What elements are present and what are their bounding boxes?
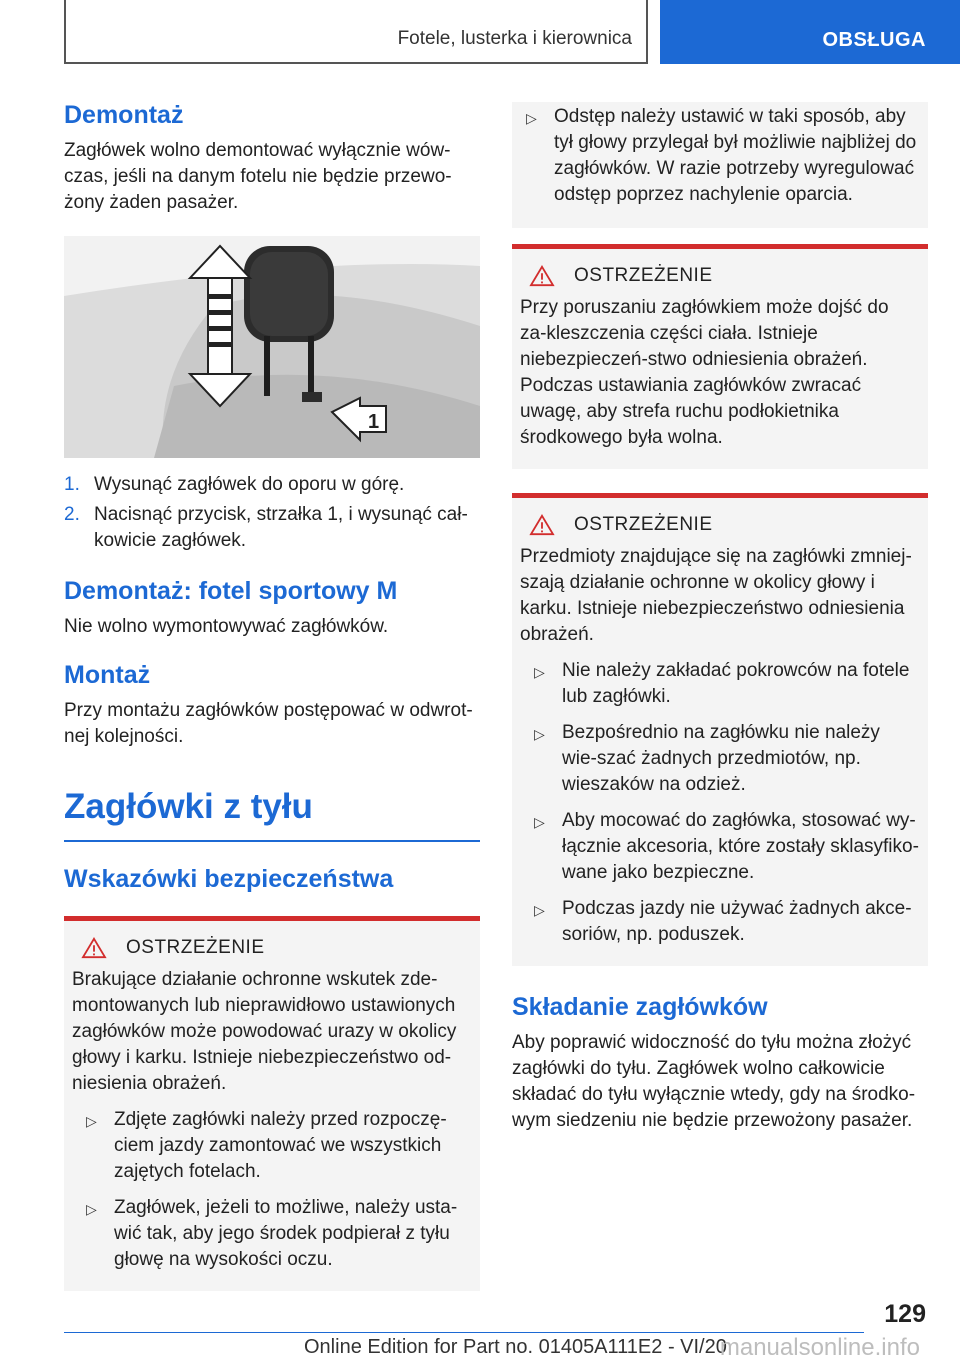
safety-heading: Wskazówki bezpieczeństwa [64,865,394,893]
warning-triangle-icon [528,265,556,287]
folding-heading: Składanie zagłówków [512,993,768,1021]
list-item: ▷ Odstęp należy ustawić w taki sposób, aby tył głowy przylegał był możliwie najbliżej do zagłówków. W razie potrzeby wyregulować odstęp poprzez nachylenie oparcia. [526,106,917,205]
triangle-bullet-icon: ▷ [534,664,545,680]
warning-box-right-2 [512,493,928,966]
list-item: ▷ Zagłówek, jeżeli to możliwe, należy usta-wić tak, aby jego środek podpierał z tyłu głowę na wysokości oczu. [86,1197,458,1270]
list-item: ▷ Aby mocować do zagłówka, stosować wy-łącznie akcesoria, które zostały sklasyfiko-wane jako bezpieczne. [534,810,919,883]
warning-list [520,658,920,948]
warning-triangle-icon [528,514,556,536]
continued-list [512,102,920,208]
warning-text: Brakujące działanie ochronne wskutek zde-montowanych lub nieprawidłowo ustawionych zagłówków może powodować urazy w okolicy głowy i karku. Istnieje niebezpieczeństwo od-niesienia obrażeń. [72,969,457,1094]
headrest-illustration [64,236,480,458]
step-number: 2. [64,504,80,525]
section-title: Fotele, lusterka i kierownica [397,28,632,49]
list-item: ▷ Bezpośrednio na zagłówku nie należy wie-szać żadnych przedmiotów, np. wieszaków na odzież. [534,722,880,795]
warning-title [520,514,920,536]
montaz-heading: Montaż [64,661,151,689]
rear-headrests-heading: Zagłówki z tyłu [64,787,313,826]
demontaz-heading: Demontaż [64,101,184,129]
continued-box [512,102,928,228]
footer-edition: Online Edition for Part no. 01405A111E2 - VI/20 [304,1336,727,1358]
warning-box-right-1 [512,244,928,469]
right-column [512,102,928,1134]
demontaz-sport-text: Nie wolno wymontowywać zagłówków. [64,616,389,637]
step-text: Wysunąć zagłówek do oporu w górę. [94,474,405,495]
triangle-bullet-icon: ▷ [86,1201,97,1217]
step-text: Nacisnąć przycisk, strzałka 1, i wysunąć cał-kowicie zagłówek. [94,504,468,551]
demontaz-text: Zagłówek wolno demontować wyłącznie wów-czas, jeśli na danym fotelu nie będzie przewo-żony żaden pasażer. [64,140,452,213]
warning-list [72,1107,472,1273]
heading-rule [64,840,480,842]
warning-title [520,265,920,287]
list-item: ▷ Nie należy zakładać pokrowców na fotele lub zagłówki. [534,660,910,707]
figure-callout-1: 1 [368,411,380,433]
warning-triangle-icon [80,937,108,959]
step-number: 1. [64,474,80,495]
step-1 [64,472,480,498]
triangle-bullet-icon: ▷ [86,1113,97,1129]
header-chapter-tab [660,0,960,64]
header-section-title [64,0,648,64]
headrest-figure [64,236,480,458]
warning-label: OSTRZEŻENIE [574,514,713,535]
warning-text: Przy poruszaniu zagłówkiem może dojść do za-kleszczenia części ciała. Istnieje niebezpieczeń-stwo odniesienia obrażeń. Podczas ustawiania zagłówków zwracać uwagę, aby strefa ruchu podłokietnika środkowego była wolna. [520,297,889,448]
chapter-title: OBSŁUGA [822,29,926,51]
step-2 [64,502,480,554]
warning-label: OSTRZEŻENIE [126,937,265,958]
folding-text: Aby poprawić widoczność do tyłu można złożyć zagłówki do tyłu. Zagłówek wolno całkowicie składać do tyłu wyłącznie wtedy, gdy na środko-wym siedzeniu nie będzie przewożony pasażer. [512,1032,916,1131]
list-item: ▷ Podczas jazdy nie używać żadnych akce-soriów, np. poduszek. [534,898,912,945]
warning-box-left [64,916,480,1291]
triangle-bullet-icon: ▷ [534,814,545,830]
demontaz-sport-heading: Demontaż: fotel sportowy M [64,577,398,605]
footer-rule [64,1332,864,1333]
warning-text: Przedmioty znajdujące się na zagłówki zmniej-szają działanie ochronne w okolicy głowy i karku. Istnieje niebezpieczeństwo odniesienia obrażeń. [520,546,912,645]
watermark: manualsonline.info [719,1334,920,1361]
page-number: 129 [884,1300,926,1328]
list-item: ▷ Zdjęte zagłówki należy przed rozpoczę-ciem jazdy zamontować we wszystkich zajętych fotelach. [86,1109,447,1182]
triangle-bullet-icon: ▷ [526,110,537,126]
warning-title [72,937,472,959]
removal-steps [64,472,480,554]
left-column [64,100,480,1291]
warning-label: OSTRZEŻENIE [574,265,713,286]
triangle-bullet-icon: ▷ [534,902,545,918]
triangle-bullet-icon: ▷ [534,726,545,742]
montaz-text: Przy montażu zagłówków postępować w odwrot-nej kolejności. [64,700,473,747]
